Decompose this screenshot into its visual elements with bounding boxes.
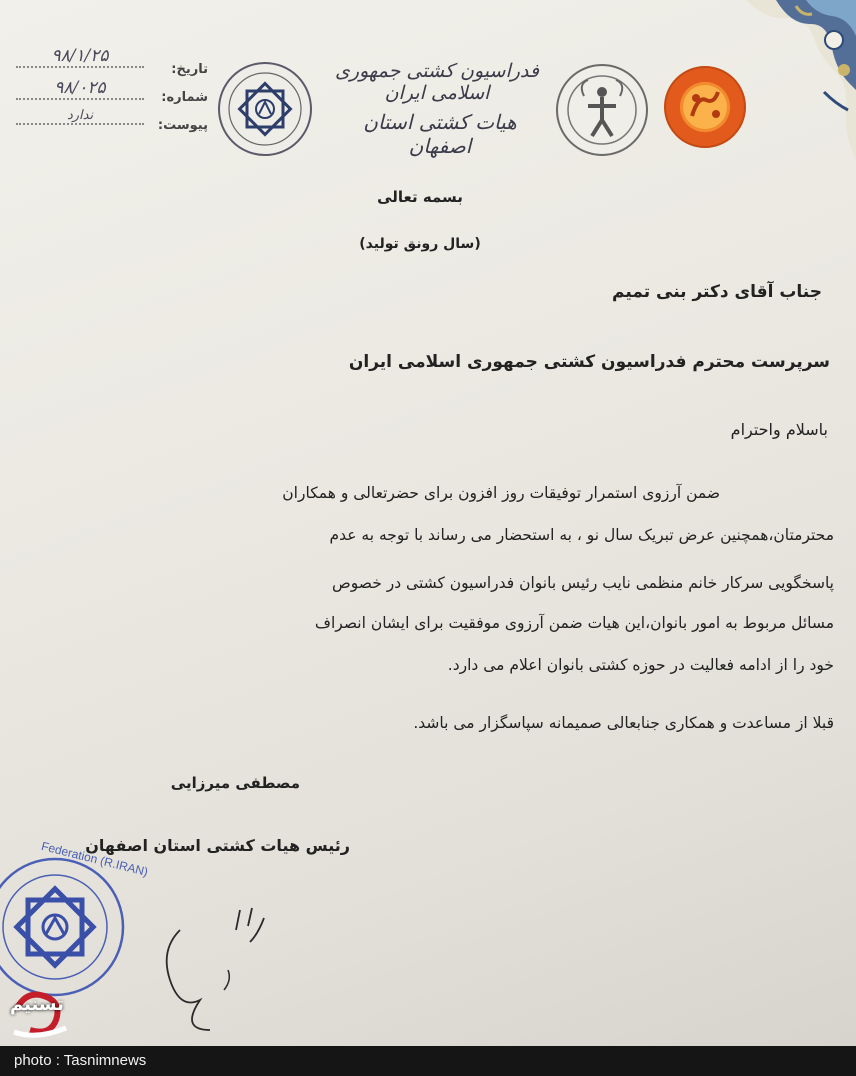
number-label: شماره: <box>161 90 208 105</box>
body-line: ضمن آرزوی استمرار توفیقات روز افزون برای حضرتعالی و همکاران <box>282 484 720 502</box>
letter-heading: بسمه تعالی <box>377 188 463 206</box>
date-label: تاریخ: <box>171 62 208 77</box>
ornament-corner-icon <box>736 0 856 160</box>
attachment-label: پیوست: <box>157 118 208 133</box>
photo-credit: photo : Tasnimnews <box>14 1052 147 1069</box>
recipient-name: جناب آقای دکتر بنی تمیم <box>612 282 822 302</box>
photo-credit-bar <box>0 1046 856 1076</box>
watermark-text: تسنیم <box>10 994 64 1015</box>
greeting: باسلام واحترام <box>730 420 828 439</box>
signature-icon <box>140 890 300 1040</box>
stamp-text: Federation (R.IRAN) <box>39 838 150 880</box>
date-value: ۹۸/۱/۲۵ <box>16 46 144 68</box>
recipient-title: سرپرست محترم فدراسیون کشتی جمهوری اسلامی ایران <box>348 352 830 372</box>
closing-line: قبلا از مساعدت و همکاری جنابعالی صمیمانه سپاسگزار می باشد. <box>413 714 834 732</box>
number-value: ۹۸/۰۲۵ <box>16 78 144 100</box>
board-name: هیات کشتی استان اصفهان <box>363 110 517 158</box>
attachment-value: ندارد <box>16 108 144 125</box>
orange-wrestling-logo-icon <box>664 66 746 148</box>
provincial-board-seal-icon <box>218 62 312 156</box>
body-line: خود را از ادامه فعالیت در حوزه کشتی بانوان اعلام می دارد. <box>447 656 834 674</box>
signer-name: مصطفی میرزایی <box>170 774 300 792</box>
tasnim-watermark-logo-icon <box>6 980 76 1040</box>
body-line: مسائل مربوط به امور بانوان،این هیات ضمن آرزوی موفقیت برای ایشان انصراف <box>314 614 834 632</box>
signer-title: رئیس هیات کشتی استان اصفهان <box>85 836 350 855</box>
wrestling-federation-logo-icon <box>556 64 648 156</box>
body-line: محترمتان،همچنین عرض تبریک سال نو ، به استحضار می رساند با توجه به عدم <box>329 526 834 544</box>
federation-name: فدراسیون کشتی جمهوری اسلامی ایران <box>335 60 539 104</box>
body-line: پاسخگویی سرکار خانم منظمی نایب رئیس بانوان فدراسیون کشتی در خصوص <box>332 574 834 592</box>
year-slogan: (سال رونق تولید) <box>359 236 481 252</box>
